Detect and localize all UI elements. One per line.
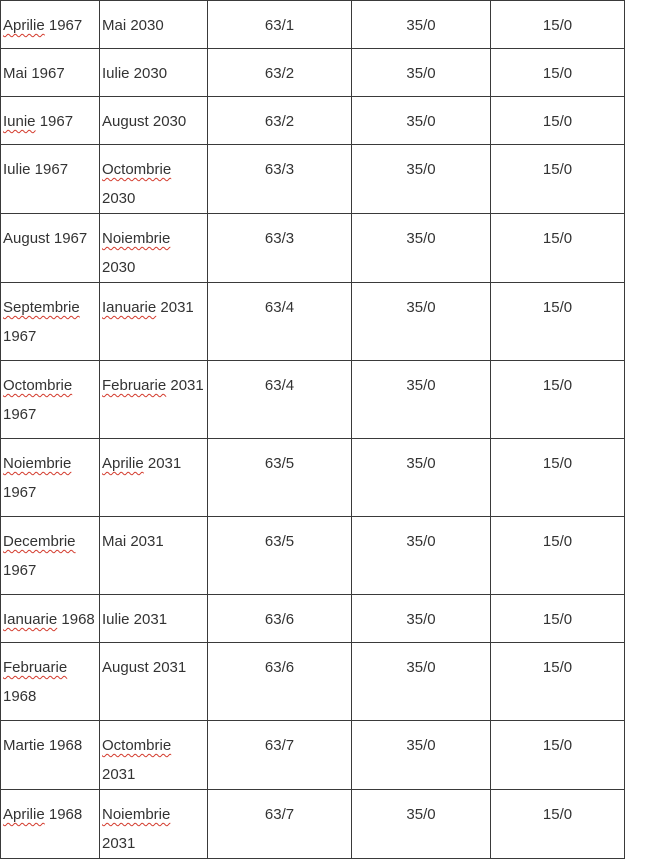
- birth-month-cell: [1, 97, 100, 145]
- retirement-date-cell: [100, 439, 208, 517]
- minimum-contribution-cell: 15/0: [491, 643, 625, 721]
- retirement-date-cell: [100, 1, 208, 49]
- total-contribution-cell: 35/0: [352, 643, 491, 721]
- birth-year-text: 1967: [35, 113, 74, 130]
- table-row: [1, 1, 625, 49]
- total-contribution-cell: 35/0: [352, 1, 491, 49]
- spell-flagged-word: Septembrie: [3, 299, 80, 316]
- retirement-date-cell: [100, 361, 208, 439]
- minimum-contribution-cell: 15/0: [491, 361, 625, 439]
- retirement-date-cell: [100, 97, 208, 145]
- spell-flagged-word: Decembrie: [3, 533, 76, 550]
- table-row: [1, 790, 625, 859]
- spell-flagged-word: Iunie: [3, 113, 36, 130]
- table-row: [1, 49, 625, 97]
- table-row: [1, 97, 625, 145]
- total-contribution-cell: 35/0: [352, 49, 491, 97]
- birth-month-cell: [1, 214, 100, 283]
- spell-flagged-word: Octombrie: [3, 377, 73, 394]
- table-row: [1, 517, 625, 595]
- spell-flagged-word: Octombrie: [102, 161, 172, 178]
- retirement-date-text: Iulie 2030: [102, 65, 168, 82]
- birth-year-text: August 1967: [3, 230, 88, 247]
- age-cell: 63/3: [208, 214, 352, 283]
- birth-year-text: Iulie 1967: [3, 161, 69, 178]
- birth-month-cell: [1, 439, 100, 517]
- retirement-date-cell: [100, 49, 208, 97]
- table-row: [1, 721, 625, 790]
- minimum-contribution-cell: 15/0: [491, 49, 625, 97]
- retirement-date-text: August 2030: [102, 113, 187, 130]
- retirement-date-text: Mai 2031: [102, 533, 164, 550]
- retirement-date-cell: [100, 283, 208, 361]
- spell-flagged-word: Februarie: [3, 659, 68, 676]
- table-row: [1, 361, 625, 439]
- age-cell: 63/7: [208, 721, 352, 790]
- spell-flagged-word: Aprilie: [3, 17, 45, 34]
- retirement-date-cell: [100, 214, 208, 283]
- age-cell: 63/2: [208, 97, 352, 145]
- table-row: [1, 595, 625, 643]
- retirement-date-cell: [100, 595, 208, 643]
- table-row: [1, 283, 625, 361]
- spell-flagged-word: Aprilie: [3, 806, 45, 823]
- total-contribution-cell: 35/0: [352, 517, 491, 595]
- age-cell: 63/1: [208, 1, 352, 49]
- total-contribution-cell: 35/0: [352, 214, 491, 283]
- birth-month-cell: [1, 49, 100, 97]
- age-cell: 63/6: [208, 643, 352, 721]
- birth-year-text: Mai 1967: [3, 65, 65, 82]
- birth-year-text: 1967: [3, 562, 37, 579]
- birth-month-cell: [1, 721, 100, 790]
- age-cell: 63/4: [208, 283, 352, 361]
- age-cell: 63/5: [208, 439, 352, 517]
- total-contribution-cell: 35/0: [352, 283, 491, 361]
- minimum-contribution-cell: 15/0: [491, 1, 625, 49]
- minimum-contribution-cell: 15/0: [491, 517, 625, 595]
- retirement-date-cell: [100, 643, 208, 721]
- birth-year-text: 1968: [3, 688, 37, 705]
- retirement-date-text: August 2031: [102, 659, 187, 676]
- total-contribution-cell: 35/0: [352, 145, 491, 214]
- spell-flagged-word: Aprilie: [102, 455, 144, 472]
- birth-month-cell: [1, 361, 100, 439]
- table-row: [1, 643, 625, 721]
- minimum-contribution-cell: 15/0: [491, 283, 625, 361]
- retirement-date-cell: [100, 721, 208, 790]
- retirement-date-text: Iulie 2031: [102, 611, 168, 628]
- spell-flagged-word: Noiembrie: [102, 806, 171, 823]
- retirement-date-text: 2031: [102, 835, 136, 852]
- birth-month-cell: [1, 643, 100, 721]
- table-row: [1, 439, 625, 517]
- birth-year-text: 1967: [3, 406, 37, 423]
- spell-flagged-word: Februarie: [102, 377, 167, 394]
- total-contribution-cell: 35/0: [352, 97, 491, 145]
- minimum-contribution-cell: 15/0: [491, 790, 625, 859]
- age-cell: 63/5: [208, 517, 352, 595]
- minimum-contribution-cell: 15/0: [491, 721, 625, 790]
- retirement-date-text: Mai 2030: [102, 17, 164, 34]
- minimum-contribution-cell: 15/0: [491, 214, 625, 283]
- retirement-date-text: 2031: [156, 299, 194, 316]
- birth-month-cell: [1, 790, 100, 859]
- spell-flagged-word: Noiembrie: [3, 455, 72, 472]
- birth-year-text: 1967: [3, 328, 37, 345]
- total-contribution-cell: 35/0: [352, 361, 491, 439]
- total-contribution-cell: 35/0: [352, 721, 491, 790]
- retirement-date-text: 2030: [102, 190, 136, 207]
- retirement-date-text: 2031: [102, 766, 136, 783]
- minimum-contribution-cell: 15/0: [491, 97, 625, 145]
- minimum-contribution-cell: 15/0: [491, 145, 625, 214]
- birth-year-text: Martie 1968: [3, 737, 83, 754]
- spell-flagged-word: Ianuarie: [3, 611, 58, 628]
- birth-month-cell: [1, 595, 100, 643]
- birth-month-cell: [1, 1, 100, 49]
- retirement-date-text: 2031: [143, 455, 182, 472]
- retirement-date-cell: [100, 517, 208, 595]
- total-contribution-cell: 35/0: [352, 595, 491, 643]
- retirement-date-text: 2031: [166, 377, 204, 394]
- birth-year-text: 1967: [44, 17, 83, 34]
- birth-month-cell: [1, 283, 100, 361]
- birth-year-text: 1968: [57, 611, 95, 628]
- spell-flagged-word: Ianuarie: [102, 299, 157, 316]
- age-cell: 63/7: [208, 790, 352, 859]
- age-cell: 63/2: [208, 49, 352, 97]
- spell-flagged-word: Noiembrie: [102, 230, 171, 247]
- birth-year-text: 1967: [3, 484, 37, 501]
- minimum-contribution-cell: 15/0: [491, 595, 625, 643]
- minimum-contribution-cell: 15/0: [491, 439, 625, 517]
- birth-year-text: 1968: [44, 806, 83, 823]
- table-row: [1, 214, 625, 283]
- birth-month-cell: [1, 517, 100, 595]
- total-contribution-cell: 35/0: [352, 790, 491, 859]
- total-contribution-cell: 35/0: [352, 439, 491, 517]
- retirement-date-cell: [100, 145, 208, 214]
- retirement-date-text: 2030: [102, 259, 136, 276]
- spell-flagged-word: Octombrie: [102, 737, 172, 754]
- age-cell: 63/3: [208, 145, 352, 214]
- birth-month-cell: [1, 145, 100, 214]
- age-cell: 63/6: [208, 595, 352, 643]
- age-cell: 63/4: [208, 361, 352, 439]
- retirement-date-cell: [100, 790, 208, 859]
- table-row: [1, 145, 625, 214]
